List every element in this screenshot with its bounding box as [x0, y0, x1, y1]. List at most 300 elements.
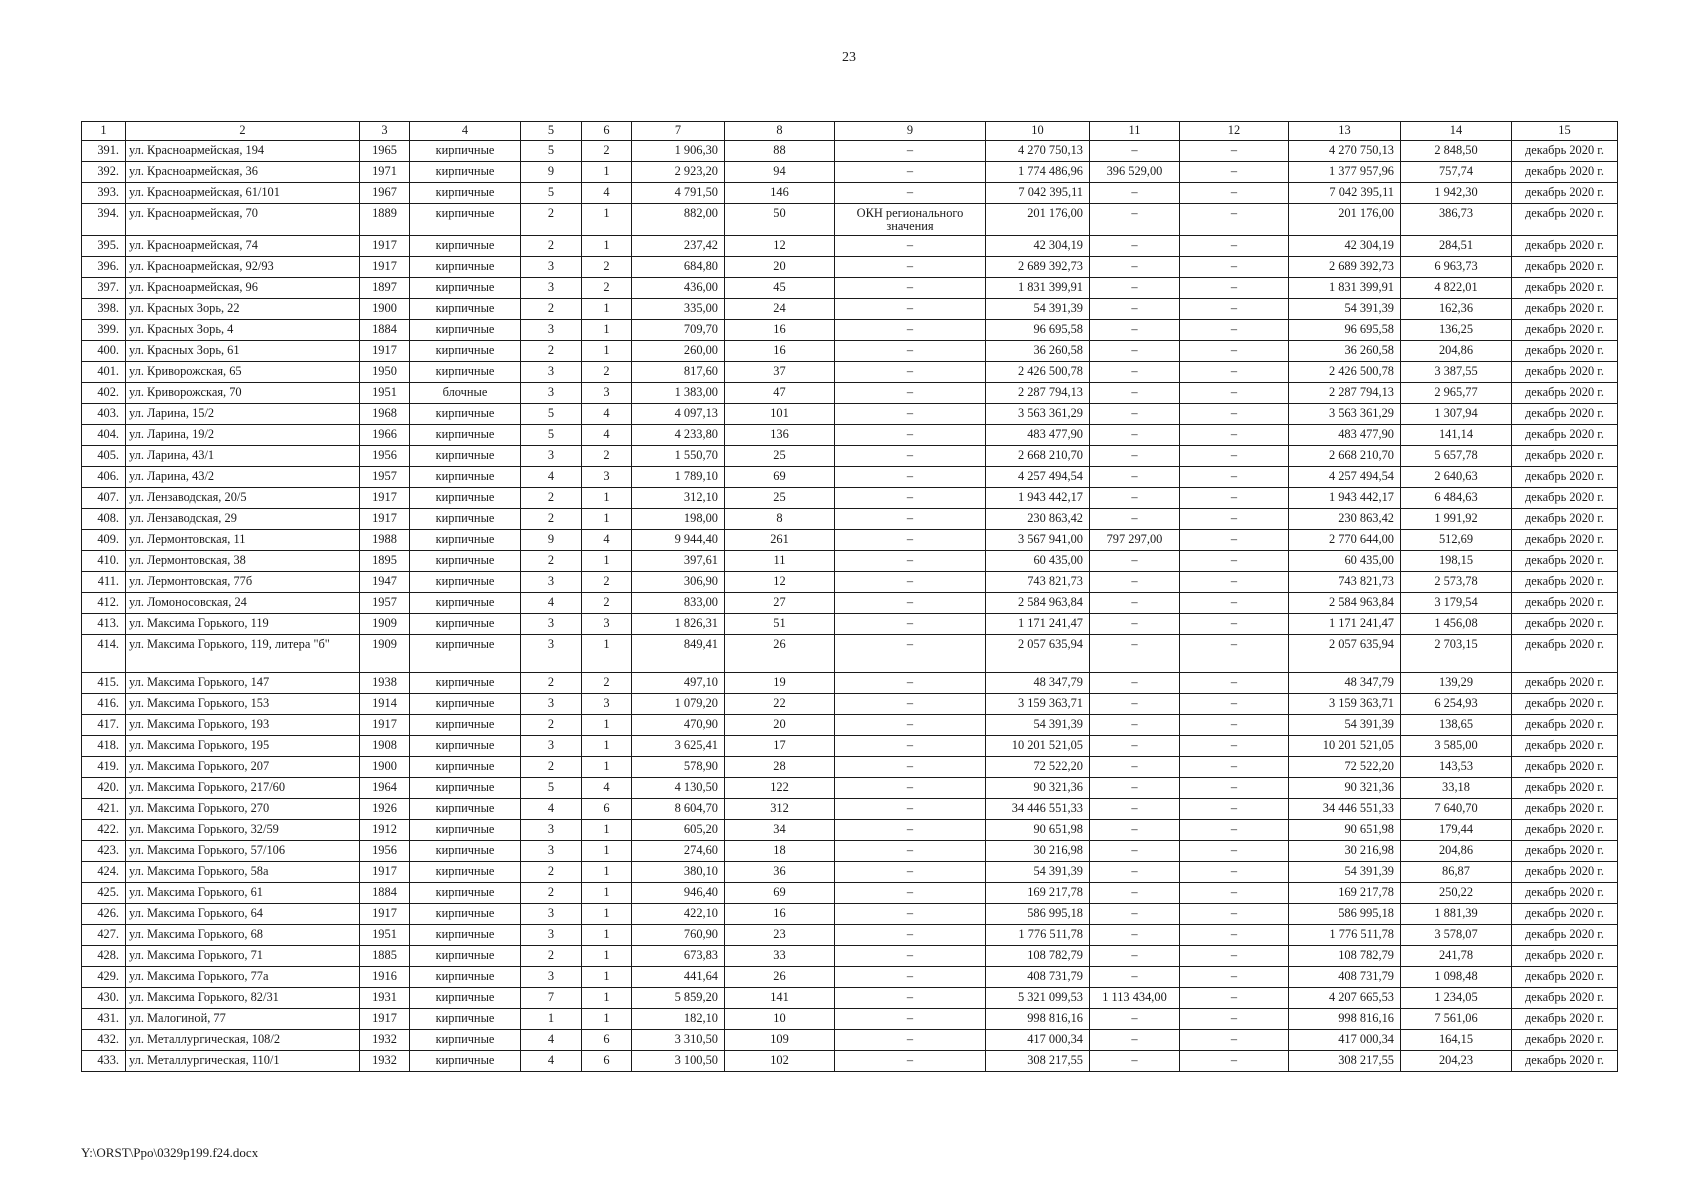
cell-floors: 3: [521, 257, 582, 278]
cell-entrances: 4: [582, 404, 632, 425]
cell-row-number: 431.: [82, 1009, 126, 1030]
cell-heritage-status: –: [835, 946, 986, 967]
cell-heritage-status: –: [835, 635, 986, 673]
cell-residents: 28: [725, 757, 835, 778]
cell-completion-date: декабрь 2020 г.: [1512, 320, 1618, 341]
cell-total-cost: 30 216,98: [986, 841, 1090, 862]
cell-area: 3 625,41: [632, 736, 725, 757]
cell-residents: 33: [725, 946, 835, 967]
cell-residents: 88: [725, 141, 835, 162]
column-header: 8: [725, 122, 835, 141]
cell-wall-material: кирпичные: [410, 404, 521, 425]
cell-floors: 2: [521, 341, 582, 362]
cell-entrances: 1: [582, 757, 632, 778]
cell-cost-col-11: –: [1090, 1030, 1180, 1051]
table-row: [82, 694, 1618, 715]
cell-cost-col-13: 48 347,79: [1289, 673, 1401, 694]
cell-total-cost: 96 695,58: [986, 320, 1090, 341]
cell-entrances: 2: [582, 362, 632, 383]
cell-cost-col-12: –: [1180, 988, 1289, 1009]
cell-wall-material: кирпичные: [410, 1030, 521, 1051]
cell-year-built: 1917: [360, 862, 410, 883]
cell-residents: 16: [725, 904, 835, 925]
cell-cost-col-11: –: [1090, 883, 1180, 904]
cell-area: 9 944,40: [632, 530, 725, 551]
cell-floors: 3: [521, 362, 582, 383]
cell-year-built: 1916: [360, 967, 410, 988]
cell-row-number: 425.: [82, 883, 126, 904]
cell-cost-col-12: –: [1180, 278, 1289, 299]
cell-entrances: 1: [582, 736, 632, 757]
cell-heritage-status: ОКН регионального значения: [835, 204, 986, 236]
cell-cost-col-12: –: [1180, 820, 1289, 841]
column-header: 6: [582, 122, 632, 141]
cell-cost-col-12: –: [1180, 799, 1289, 820]
cell-cost-col-11: –: [1090, 614, 1180, 635]
cell-year-built: 1931: [360, 988, 410, 1009]
cell-completion-date: декабрь 2020 г.: [1512, 925, 1618, 946]
cell-cost-col-12: –: [1180, 1051, 1289, 1072]
cell-cost-per-unit: 138,65: [1401, 715, 1512, 736]
cell-year-built: 1957: [360, 593, 410, 614]
cell-wall-material: кирпичные: [410, 883, 521, 904]
table-row: [82, 551, 1618, 572]
table-row: [82, 988, 1618, 1009]
cell-total-cost: 90 651,98: [986, 820, 1090, 841]
cell-cost-col-12: –: [1180, 862, 1289, 883]
cell-heritage-status: –: [835, 141, 986, 162]
cell-residents: 261: [725, 530, 835, 551]
cell-total-cost: 2 287 794,13: [986, 383, 1090, 404]
cell-area: 312,10: [632, 488, 725, 509]
cell-cost-col-13: 2 057 635,94: [1289, 635, 1401, 673]
cell-cost-col-13: 34 446 551,33: [1289, 799, 1401, 820]
cell-cost-col-12: –: [1180, 141, 1289, 162]
cell-row-number: 430.: [82, 988, 126, 1009]
cell-total-cost: 54 391,39: [986, 715, 1090, 736]
cell-floors: 3: [521, 841, 582, 862]
cell-entrances: 1: [582, 946, 632, 967]
cell-total-cost: 2 584 963,84: [986, 593, 1090, 614]
cell-entrances: 1: [582, 1009, 632, 1030]
cell-heritage-status: –: [835, 488, 986, 509]
cell-address: ул. Лермонтовская, 38: [126, 551, 360, 572]
cell-completion-date: декабрь 2020 г.: [1512, 946, 1618, 967]
cell-cost-col-11: –: [1090, 778, 1180, 799]
table-row: [82, 446, 1618, 467]
cell-wall-material: кирпичные: [410, 488, 521, 509]
cell-total-cost: 1 943 442,17: [986, 488, 1090, 509]
cell-area: 1 906,30: [632, 141, 725, 162]
cell-entrances: 3: [582, 614, 632, 635]
cell-cost-col-13: 408 731,79: [1289, 967, 1401, 988]
cell-cost-per-unit: 1 991,92: [1401, 509, 1512, 530]
cell-heritage-status: –: [835, 162, 986, 183]
cell-residents: 17: [725, 736, 835, 757]
cell-address: ул. Максима Горького, 217/60: [126, 778, 360, 799]
cell-year-built: 1895: [360, 551, 410, 572]
cell-cost-col-12: –: [1180, 383, 1289, 404]
cell-wall-material: кирпичные: [410, 635, 521, 673]
cell-cost-col-12: –: [1180, 673, 1289, 694]
cell-wall-material: кирпичные: [410, 946, 521, 967]
cell-area: 833,00: [632, 593, 725, 614]
cell-cost-per-unit: 2 848,50: [1401, 141, 1512, 162]
cell-floors: 2: [521, 551, 582, 572]
cell-completion-date: декабрь 2020 г.: [1512, 446, 1618, 467]
cell-area: 4 130,50: [632, 778, 725, 799]
cell-residents: 27: [725, 593, 835, 614]
cell-residents: 45: [725, 278, 835, 299]
cell-heritage-status: –: [835, 778, 986, 799]
cell-cost-col-13: 4 207 665,53: [1289, 988, 1401, 1009]
cell-residents: 26: [725, 967, 835, 988]
cell-address: ул. Красноармейская, 96: [126, 278, 360, 299]
column-header: 4: [410, 122, 521, 141]
cell-cost-per-unit: 143,53: [1401, 757, 1512, 778]
cell-cost-per-unit: 1 098,48: [1401, 967, 1512, 988]
cell-area: 4 097,13: [632, 404, 725, 425]
cell-cost-per-unit: 757,74: [1401, 162, 1512, 183]
cell-address: ул. Металлургическая, 110/1: [126, 1051, 360, 1072]
cell-residents: 10: [725, 1009, 835, 1030]
cell-entrances: 6: [582, 799, 632, 820]
cell-floors: 2: [521, 509, 582, 530]
cell-heritage-status: –: [835, 467, 986, 488]
cell-cost-col-12: –: [1180, 904, 1289, 925]
cell-cost-col-13: 169 217,78: [1289, 883, 1401, 904]
cell-residents: 24: [725, 299, 835, 320]
cell-entrances: 2: [582, 141, 632, 162]
cell-heritage-status: –: [835, 715, 986, 736]
cell-heritage-status: –: [835, 341, 986, 362]
cell-cost-per-unit: 2 573,78: [1401, 572, 1512, 593]
cell-completion-date: декабрь 2020 г.: [1512, 551, 1618, 572]
cell-cost-col-12: –: [1180, 183, 1289, 204]
cell-year-built: 1914: [360, 694, 410, 715]
table-row: [82, 488, 1618, 509]
cell-cost-col-11: –: [1090, 362, 1180, 383]
cell-cost-col-12: –: [1180, 299, 1289, 320]
table-row: [82, 299, 1618, 320]
cell-address: ул. Максима Горького, 119: [126, 614, 360, 635]
cell-floors: 2: [521, 883, 582, 904]
cell-row-number: 398.: [82, 299, 126, 320]
cell-row-number: 418.: [82, 736, 126, 757]
cell-area: 436,00: [632, 278, 725, 299]
cell-cost-col-13: 54 391,39: [1289, 715, 1401, 736]
cell-cost-col-12: –: [1180, 467, 1289, 488]
cell-row-number: 432.: [82, 1030, 126, 1051]
cell-floors: 2: [521, 204, 582, 236]
cell-entrances: 1: [582, 883, 632, 904]
cell-area: 684,80: [632, 257, 725, 278]
cell-cost-per-unit: 204,86: [1401, 841, 1512, 862]
cell-completion-date: декабрь 2020 г.: [1512, 362, 1618, 383]
table-row: [82, 635, 1618, 673]
cell-residents: 69: [725, 883, 835, 904]
cell-floors: 3: [521, 635, 582, 673]
cell-cost-col-11: –: [1090, 820, 1180, 841]
table-row: [82, 904, 1618, 925]
cell-year-built: 1956: [360, 446, 410, 467]
column-header: 5: [521, 122, 582, 141]
cell-cost-col-11: –: [1090, 509, 1180, 530]
cell-row-number: 394.: [82, 204, 126, 236]
cell-total-cost: 54 391,39: [986, 862, 1090, 883]
cell-heritage-status: –: [835, 883, 986, 904]
cell-completion-date: декабрь 2020 г.: [1512, 673, 1618, 694]
cell-heritage-status: –: [835, 820, 986, 841]
table-row: [82, 183, 1618, 204]
table-row: [82, 946, 1618, 967]
cell-total-cost: 42 304,19: [986, 236, 1090, 257]
cell-cost-col-11: –: [1090, 236, 1180, 257]
cell-completion-date: декабрь 2020 г.: [1512, 572, 1618, 593]
table-row: [82, 715, 1618, 736]
table-row: [82, 425, 1618, 446]
cell-cost-col-11: 396 529,00: [1090, 162, 1180, 183]
cell-floors: 2: [521, 946, 582, 967]
cell-completion-date: декабрь 2020 г.: [1512, 1051, 1618, 1072]
cell-row-number: 419.: [82, 757, 126, 778]
cell-row-number: 403.: [82, 404, 126, 425]
table-row: [82, 799, 1618, 820]
cell-heritage-status: –: [835, 841, 986, 862]
cell-entrances: 2: [582, 673, 632, 694]
cell-completion-date: декабрь 2020 г.: [1512, 1009, 1618, 1030]
cell-floors: 1: [521, 1009, 582, 1030]
cell-cost-col-13: 586 995,18: [1289, 904, 1401, 925]
cell-total-cost: 483 477,90: [986, 425, 1090, 446]
table-row: [82, 841, 1618, 862]
cell-heritage-status: –: [835, 236, 986, 257]
cell-wall-material: кирпичные: [410, 967, 521, 988]
cell-total-cost: 2 668 210,70: [986, 446, 1090, 467]
cell-year-built: 1964: [360, 778, 410, 799]
cell-heritage-status: –: [835, 257, 986, 278]
cell-completion-date: декабрь 2020 г.: [1512, 1030, 1618, 1051]
cell-floors: 3: [521, 383, 582, 404]
cell-floors: 4: [521, 467, 582, 488]
page-number: 23: [842, 50, 856, 65]
cell-wall-material: кирпичные: [410, 904, 521, 925]
cell-cost-col-12: –: [1180, 204, 1289, 236]
cell-address: ул. Максима Горького, 270: [126, 799, 360, 820]
cell-cost-col-11: –: [1090, 551, 1180, 572]
cell-floors: 5: [521, 404, 582, 425]
cell-area: 1 789,10: [632, 467, 725, 488]
cell-entrances: 4: [582, 425, 632, 446]
cell-cost-col-13: 36 260,58: [1289, 341, 1401, 362]
cell-wall-material: кирпичные: [410, 593, 521, 614]
cell-completion-date: декабрь 2020 г.: [1512, 757, 1618, 778]
cell-area: 397,61: [632, 551, 725, 572]
cell-area: 470,90: [632, 715, 725, 736]
cell-address: ул. Максима Горького, 68: [126, 925, 360, 946]
cell-heritage-status: –: [835, 967, 986, 988]
cell-total-cost: 10 201 521,05: [986, 736, 1090, 757]
cell-cost-col-11: –: [1090, 635, 1180, 673]
cell-cost-col-13: 2 689 392,73: [1289, 257, 1401, 278]
cell-address: ул. Ларина, 43/2: [126, 467, 360, 488]
cell-total-cost: 3 159 363,71: [986, 694, 1090, 715]
cell-completion-date: декабрь 2020 г.: [1512, 988, 1618, 1009]
table-row: [82, 278, 1618, 299]
cell-total-cost: 54 391,39: [986, 299, 1090, 320]
cell-row-number: 412.: [82, 593, 126, 614]
cell-heritage-status: –: [835, 425, 986, 446]
cell-wall-material: кирпичные: [410, 925, 521, 946]
table-row: [82, 778, 1618, 799]
cell-cost-col-13: 1 171 241,47: [1289, 614, 1401, 635]
table-row: [82, 467, 1618, 488]
cell-row-number: 408.: [82, 509, 126, 530]
cell-row-number: 420.: [82, 778, 126, 799]
cell-cost-per-unit: 250,22: [1401, 883, 1512, 904]
cell-year-built: 1968: [360, 404, 410, 425]
cell-cost-col-12: –: [1180, 341, 1289, 362]
cell-year-built: 1885: [360, 946, 410, 967]
cell-row-number: 395.: [82, 236, 126, 257]
cell-cost-col-12: –: [1180, 1009, 1289, 1030]
cell-row-number: 409.: [82, 530, 126, 551]
cell-floors: 4: [521, 593, 582, 614]
cell-heritage-status: –: [835, 1009, 986, 1030]
cell-wall-material: кирпичные: [410, 278, 521, 299]
cell-completion-date: декабрь 2020 г.: [1512, 257, 1618, 278]
cell-address: ул. Криворожская, 70: [126, 383, 360, 404]
cell-entrances: 3: [582, 467, 632, 488]
cell-address: ул. Лензаводская, 29: [126, 509, 360, 530]
cell-entrances: 2: [582, 572, 632, 593]
cell-total-cost: 7 042 395,11: [986, 183, 1090, 204]
cell-floors: 2: [521, 715, 582, 736]
cell-row-number: 405.: [82, 446, 126, 467]
cell-completion-date: декабрь 2020 г.: [1512, 488, 1618, 509]
cell-address: ул. Красноармейская, 92/93: [126, 257, 360, 278]
cell-wall-material: кирпичные: [410, 820, 521, 841]
cell-address: ул. Максима Горького, 207: [126, 757, 360, 778]
cell-year-built: 1917: [360, 488, 410, 509]
cell-cost-col-11: –: [1090, 673, 1180, 694]
cell-cost-col-13: 4 270 750,13: [1289, 141, 1401, 162]
cell-heritage-status: –: [835, 278, 986, 299]
cell-cost-per-unit: 3 387,55: [1401, 362, 1512, 383]
cell-residents: 25: [725, 446, 835, 467]
cell-cost-col-13: 1 377 957,96: [1289, 162, 1401, 183]
cell-completion-date: декабрь 2020 г.: [1512, 778, 1618, 799]
cell-row-number: 404.: [82, 425, 126, 446]
cell-wall-material: кирпичные: [410, 320, 521, 341]
cell-cost-col-12: –: [1180, 162, 1289, 183]
cell-cost-per-unit: 1 881,39: [1401, 904, 1512, 925]
cell-floors: 5: [521, 141, 582, 162]
cell-completion-date: декабрь 2020 г.: [1512, 162, 1618, 183]
table-row: [82, 925, 1618, 946]
cell-residents: 109: [725, 1030, 835, 1051]
cell-address: ул. Красноармейская, 61/101: [126, 183, 360, 204]
cell-heritage-status: –: [835, 1030, 986, 1051]
cell-floors: 3: [521, 736, 582, 757]
cell-residents: 312: [725, 799, 835, 820]
column-header: 15: [1512, 122, 1618, 141]
cell-completion-date: декабрь 2020 г.: [1512, 404, 1618, 425]
cell-heritage-status: –: [835, 593, 986, 614]
cell-address: ул. Ларина, 15/2: [126, 404, 360, 425]
cell-heritage-status: –: [835, 904, 986, 925]
cell-year-built: 1889: [360, 204, 410, 236]
cell-cost-col-12: –: [1180, 572, 1289, 593]
cell-cost-col-11: –: [1090, 446, 1180, 467]
cell-wall-material: кирпичные: [410, 736, 521, 757]
cell-residents: 146: [725, 183, 835, 204]
cell-total-cost: 586 995,18: [986, 904, 1090, 925]
cell-cost-col-13: 72 522,20: [1289, 757, 1401, 778]
cell-cost-col-13: 743 821,73: [1289, 572, 1401, 593]
cell-completion-date: декабрь 2020 г.: [1512, 736, 1618, 757]
cell-cost-col-11: –: [1090, 904, 1180, 925]
cell-wall-material: кирпичные: [410, 236, 521, 257]
table-row: [82, 162, 1618, 183]
cell-wall-material: кирпичные: [410, 757, 521, 778]
cell-cost-col-13: 230 863,42: [1289, 509, 1401, 530]
cell-cost-per-unit: 3 578,07: [1401, 925, 1512, 946]
cell-entrances: 1: [582, 320, 632, 341]
cell-area: 306,90: [632, 572, 725, 593]
cell-residents: 19: [725, 673, 835, 694]
cell-floors: 3: [521, 614, 582, 635]
cell-row-number: 433.: [82, 1051, 126, 1072]
cell-floors: 3: [521, 446, 582, 467]
cell-year-built: 1932: [360, 1030, 410, 1051]
cell-cost-col-13: 2 770 644,00: [1289, 530, 1401, 551]
cell-cost-col-11: –: [1090, 320, 1180, 341]
cell-entrances: 1: [582, 162, 632, 183]
cell-total-cost: 3 563 361,29: [986, 404, 1090, 425]
cell-wall-material: кирпичные: [410, 425, 521, 446]
cell-cost-col-12: –: [1180, 530, 1289, 551]
cell-row-number: 414.: [82, 635, 126, 673]
cell-residents: 34: [725, 820, 835, 841]
cell-residents: 23: [725, 925, 835, 946]
cell-address: ул. Ларина, 19/2: [126, 425, 360, 446]
cell-entrances: 1: [582, 925, 632, 946]
cell-cost-col-13: 90 321,36: [1289, 778, 1401, 799]
cell-cost-col-11: –: [1090, 183, 1180, 204]
cell-cost-per-unit: 241,78: [1401, 946, 1512, 967]
cell-total-cost: 1 831 399,91: [986, 278, 1090, 299]
cell-completion-date: декабрь 2020 г.: [1512, 467, 1618, 488]
cell-entrances: 2: [582, 593, 632, 614]
cell-row-number: 399.: [82, 320, 126, 341]
cell-completion-date: декабрь 2020 г.: [1512, 425, 1618, 446]
cell-cost-col-12: –: [1180, 488, 1289, 509]
cell-heritage-status: –: [835, 736, 986, 757]
cell-residents: 20: [725, 715, 835, 736]
column-number-header-row: [82, 122, 1618, 141]
cell-wall-material: блочные: [410, 383, 521, 404]
column-header: 9: [835, 122, 986, 141]
cell-cost-col-13: 3 159 363,71: [1289, 694, 1401, 715]
cell-address: ул. Максима Горького, 61: [126, 883, 360, 904]
cell-heritage-status: –: [835, 673, 986, 694]
cell-residents: 18: [725, 841, 835, 862]
cell-cost-col-11: –: [1090, 694, 1180, 715]
cell-entrances: 1: [582, 862, 632, 883]
cell-heritage-status: –: [835, 362, 986, 383]
cell-completion-date: декабрь 2020 г.: [1512, 841, 1618, 862]
